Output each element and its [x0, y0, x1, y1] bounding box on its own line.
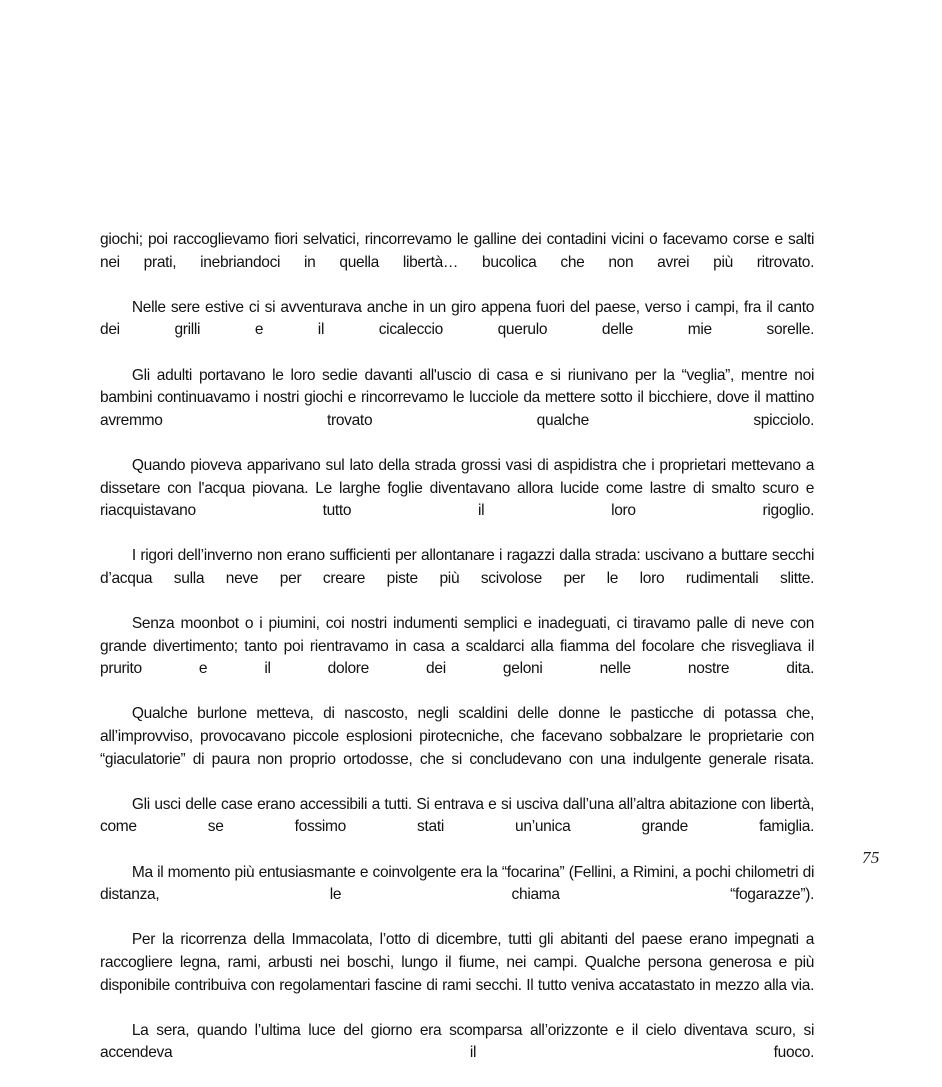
paragraph: Qualche burlone metteva, di nascosto, negli scaldini delle donne le pasticche di potassa che, all’improvviso, provocavano piccole esplosioni pirotecniche, che facevano sobbalzare le proprietarie con “giaculatorie” di paura non proprio ortodosse, che si concludevano con una indulgente generale risata. — [100, 704, 815, 768]
paragraph: Quando pioveva apparivano sul lato della strada grossi vasi di aspidistra che i proprietari mettevano a dissetare con l'acqua piovana. Le larghe foglie diventavano allora lucide come lastre di smalto scuro e riacquistavano tutto il loro rigoglio. — [100, 455, 815, 520]
paragraph: I rigori dell’inverno non erano sufficienti per allontanare i ragazzi dalla strada: uscivano a buttare secchi d’acqua sulla neve per creare piste più scivolose per le loro rudimentali slitte. — [100, 546, 815, 587]
paragraph: Gli adulti portavano le loro sedie davanti all'uscio di casa e si riunivano per la “veglia”, mentre noi bambini continuavamo i nostri giochi e rincorrevamo le lucciole da mettere sotto il bicchiere, dove il mattino avremmo trovato qualche spicciolo. — [100, 365, 815, 429]
paragraph: Gli usci delle case erano accessibili a tutti. Si entrava e si usciva dall’una all’altra abitazione con libertà, come se fossimo stati un’unica grande famiglia. — [100, 794, 815, 836]
paragraph: Ma il momento più entusiasmante e coinvolgente era la “focarina” (Fellini, a Rimini, a pochi chilometri di distanza, le chiama “fogarazze”). — [100, 862, 815, 904]
paragraph: La sera, quando l’ultima luce del giorno era scomparsa all’orizzonte e il cielo diventava scuro, si accendeva il fuoco. — [100, 1020, 815, 1062]
paragraph: giochi; poi raccoglievamo fiori selvatici, rincorrevamo le galline dei contadini vicini o facevamo corse e salti nei prati, inebriandoci in quella libertà… bucolica che non avrei più ritrovato. — [100, 230, 815, 271]
page-number: 75 — [862, 848, 880, 867]
page-text-block — [100, 228, 840, 1087]
paragraph: Per la ricorrenza della Immacolata, l’otto di dicembre, tutti gli abitanti del paese erano impegnati a raccogliere legna, rami, arbusti nei boschi, lungo il fiume, nei campi. Qualche persona generosa e più disponibile contribuiva con regolamentari fascine di rami secchi. Il tutto veniva accatastato in mezzo alla via. — [100, 930, 815, 994]
paragraph: Senza moonbot o i piumini, coi nostri indumenti semplici e inadeguati, ci tiravamo palle di neve con grande divertimento; tanto poi rientravamo in casa a scaldarci alla fiamma del focolare che risvegliava il prurito e il dolore dei geloni nelle nostre dita. — [100, 614, 815, 678]
paragraph: Nelle sere estive ci si avventurava anche in un giro appena fuori del paese, verso i campi, fra il canto dei grilli e il cicaleccio querulo delle mie sorelle. — [100, 297, 815, 339]
